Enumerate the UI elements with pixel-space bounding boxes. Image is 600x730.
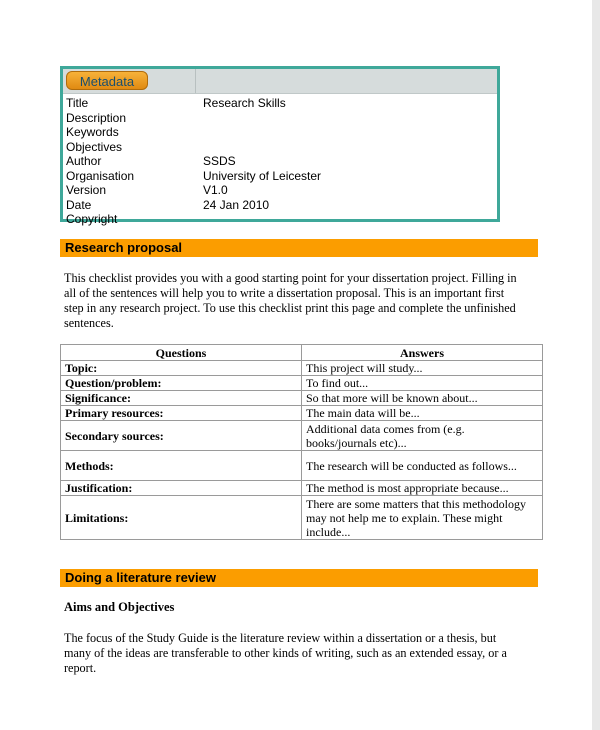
metadata-row-date — [66, 198, 497, 213]
metadata-key: Objectives — [66, 139, 123, 154]
metadata-box — [60, 66, 500, 226]
metadata-row-organisation — [66, 169, 497, 184]
metadata-key: Description — [66, 110, 127, 125]
metadata-rows — [63, 94, 497, 227]
answer-cell: Additional data comes from (e.g. books/journals etc)... — [302, 421, 543, 451]
metadata-row-author — [66, 154, 497, 169]
metadata-value: V1.0 — [203, 183, 228, 197]
section-heading-research-proposal: Research proposal — [60, 239, 538, 257]
question-cell: Significance: — [61, 391, 302, 406]
question-cell: Justification: — [61, 481, 302, 496]
answer-cell: The research will be conducted as follows... — [302, 451, 543, 481]
header-divider — [195, 69, 196, 93]
table-row — [61, 361, 543, 376]
question-cell: Question/problem: — [61, 376, 302, 391]
metadata-value — [203, 111, 497, 126]
metadata-row-title — [66, 96, 497, 111]
metadata-value: Research Skills — [203, 96, 286, 110]
metadata-key: Title — [66, 96, 89, 110]
answer-cell: There are some matters that this methodology may not help me to explain. These might include... — [302, 496, 543, 540]
metadata-value: SSDS — [203, 154, 236, 168]
metadata-key: Version — [66, 183, 107, 197]
proposal-checklist-table — [60, 344, 543, 540]
metadata-tab: Metadata — [66, 71, 148, 90]
table-header-row — [61, 345, 543, 361]
table-row — [61, 496, 543, 540]
question-cell: Topic: — [61, 361, 302, 376]
question-cell: Primary resources: — [61, 406, 302, 421]
metadata-header — [63, 69, 497, 94]
metadata-key: Copyright — [66, 212, 118, 226]
metadata-value: University of Leicester — [203, 168, 322, 183]
question-cell: Methods: — [61, 451, 302, 481]
section-heading-literature-review: Doing a literature review — [60, 569, 538, 587]
metadata-key: Author — [66, 154, 102, 168]
metadata-key: Keywords — [66, 125, 119, 139]
table-row — [61, 421, 543, 451]
research-proposal-intro: This checklist provides you with a good starting point for your dissertation project. Filling in all of the sentences will help you to write a dissertation proposal. This is an important first step in any research project. To use this checklist print this page and complete the unfinished sentences. — [64, 271, 517, 330]
question-cell: Secondary sources: — [61, 421, 302, 451]
question-cell: Limitations: — [61, 496, 302, 540]
metadata-row-copyright — [66, 212, 497, 227]
metadata-key: Organisation — [66, 168, 135, 183]
answer-cell: The method is most appropriate because... — [302, 481, 543, 496]
subheading-aims-objectives: Aims and Objectives — [64, 600, 175, 614]
answer-cell: So that more will be known about... — [302, 391, 543, 406]
answer-cell: The main data will be... — [302, 406, 543, 421]
table-row — [61, 406, 543, 421]
literature-review-body: The focus of the Study Guide is the literature review within a dissertation or a thesis, but many of the ideas are transferable to other kinds of writing, such as an extended essay, or a report. — [64, 631, 507, 675]
table-row — [61, 376, 543, 391]
answer-cell: This project will study... — [302, 361, 543, 376]
metadata-value: 24 Jan 2010 — [203, 197, 270, 212]
table-row — [61, 451, 543, 481]
answer-cell: To find out... — [302, 376, 543, 391]
metadata-row-description — [66, 111, 497, 126]
metadata-value — [203, 125, 497, 140]
metadata-row-objectives — [66, 140, 497, 155]
column-header-questions: Questions — [61, 345, 302, 361]
column-header-answers: Answers — [302, 345, 543, 361]
metadata-key: Date — [66, 197, 92, 212]
metadata-row-keywords — [66, 125, 497, 140]
table-row — [61, 391, 543, 406]
page-edge — [592, 0, 600, 730]
metadata-value — [203, 212, 497, 227]
metadata-value — [203, 140, 497, 155]
table-row — [61, 481, 543, 496]
metadata-row-version — [66, 183, 497, 198]
